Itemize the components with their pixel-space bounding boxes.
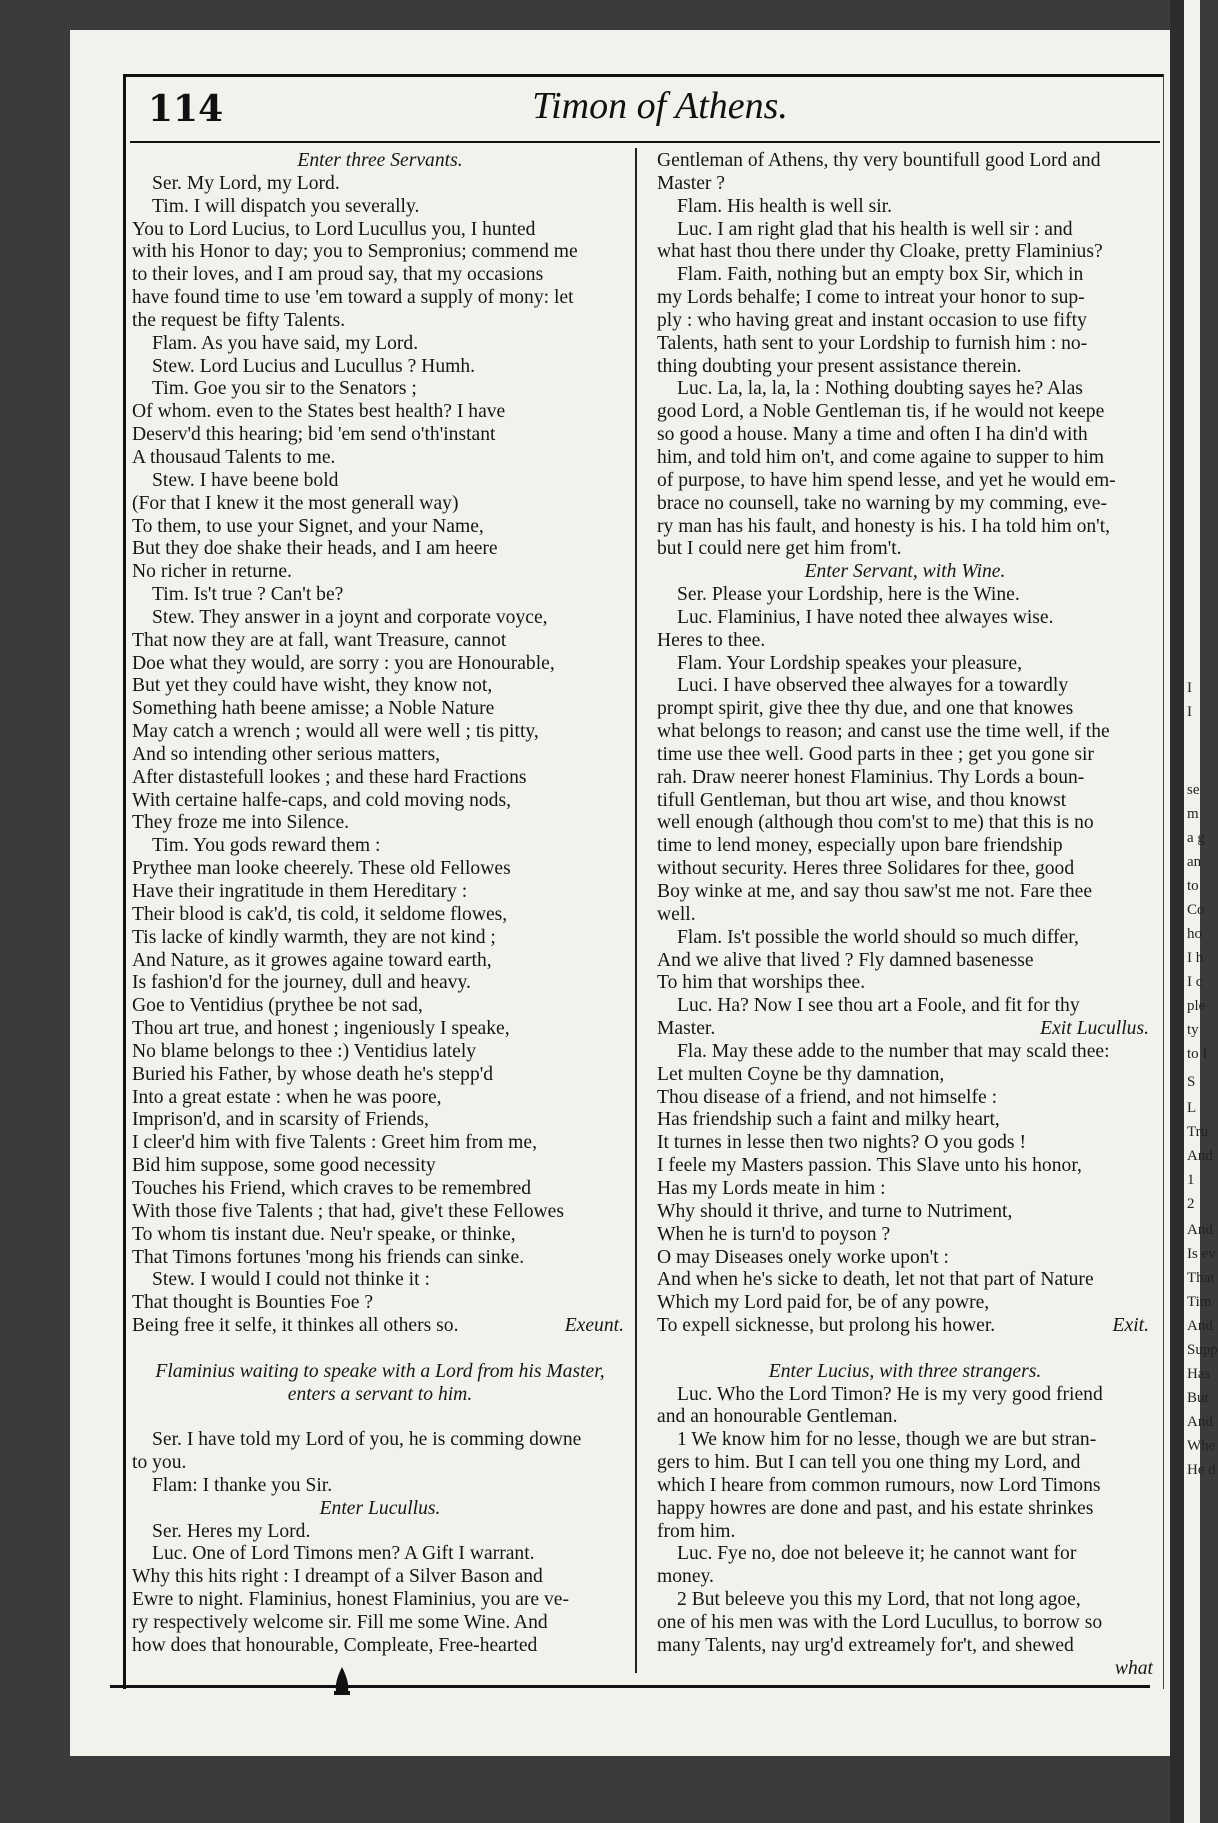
verse-line: That thought is Bounties Foe ? [132, 1292, 374, 1314]
verse-line: O may Diseases onely worke upon't : [657, 1246, 949, 1268]
verse-line: Let multen Coyne be thy damnation, [657, 1063, 945, 1085]
verse-line: my Lords behalfe; I come to intreat your honor to sup- [657, 287, 1085, 309]
verse-line: Deserv'd this hearing; bid 'em send o'th'instant [132, 424, 496, 446]
verse-line: Which my Lord paid for, be of any powre, [657, 1292, 990, 1314]
edge-text-fragment: ty [1187, 1022, 1199, 1038]
edge-text-fragment: Is ev [1187, 1246, 1216, 1262]
verse-line: A thousaud Talents to me. [132, 446, 336, 468]
edge-text-fragment: He d [1187, 1462, 1216, 1478]
line-text: Master. [657, 1018, 716, 1040]
speech-line: Flam. His health is well sir. [677, 195, 892, 217]
verse-line: Touches his Friend, which craves to be remembred [132, 1177, 532, 1199]
speech-line: Flam. Faith, nothing but an empty box Sir, which in [677, 264, 1084, 286]
edge-text-fragment: L [1187, 1100, 1197, 1116]
edge-text-fragment: And [1187, 1318, 1213, 1334]
verse-line: I cleer'd him with five Talents : Greet him from me, [132, 1132, 537, 1154]
verse-line: Of whom. even to the States best health? I have [132, 401, 506, 423]
edge-text-fragment: I c [1187, 974, 1203, 990]
gutter-shadow [1170, 0, 1184, 1823]
speech-line: Luci. I have observed thee alwayes for a towardly [677, 675, 1069, 697]
verse-line: have found time to use 'em toward a supply of mony: let [132, 287, 574, 309]
exit-direction: Exeunt. [564, 1315, 624, 1337]
speech-line: Ser. I have told my Lord of you, he is comming downe [152, 1429, 582, 1451]
verse-line: Thou disease of a friend, and not himselfe : [657, 1086, 998, 1108]
stage-direction: Enter Servant, with Wine. [804, 561, 1006, 583]
verse-line: of purpose, to have him spend lesse, and yet he would em- [657, 469, 1116, 491]
verse-line: No blame belongs to thee :) Ventidius lately [132, 1040, 477, 1062]
verse-line: That Timons fortunes 'mong his friends can sinke. [132, 1246, 525, 1268]
verse-line: time use thee well. Good parts in thee ; get you gone sir [657, 743, 1094, 765]
verse-line: ply : who having great and instant occasion to use fifty [657, 309, 1087, 331]
verse-line: Something hath beene amisse; a Noble Nature [132, 698, 495, 720]
speech-line: 2 But beleeve you this my Lord, that not long agoe, [677, 1589, 1081, 1611]
verse-line: money. [657, 1566, 714, 1588]
verse-line: Talents, hath sent to your Lordship to furnish him : no- [657, 332, 1088, 354]
speech-line: Flam: I thanke you Sir. [152, 1474, 333, 1496]
column-divider [635, 148, 637, 1673]
speech-line: Stew. I would I could not thinke it : [152, 1269, 430, 1291]
page-number: 114 [148, 88, 224, 130]
verse-line: the request be fifty Talents. [132, 309, 346, 331]
verse-line: I feele my Masters passion. This Slave unto his honor, [657, 1155, 1082, 1177]
left-column [132, 150, 628, 1658]
verse-line [657, 1315, 1153, 1338]
stage-direction: enters a servant to him. [287, 1383, 473, 1405]
verse-line: ry man has his fault, and honesty is his. I ha told him on't, [657, 515, 1111, 537]
edge-text-fragment: m [1187, 806, 1199, 822]
edge-text-fragment: 2 [1187, 1196, 1195, 1212]
verse-line: him, and told him on't, and come againe to supper to him [657, 446, 1105, 468]
verse-line: which I heare from common rumours, now Lord Timons [657, 1474, 1101, 1496]
edge-text-fragment: Whe [1187, 1438, 1216, 1454]
verse-line: so good a house. Many a time and often I ha din'd with [657, 424, 1088, 446]
speech-line: Ser. Heres my Lord. [152, 1520, 311, 1542]
verse-line: Why this hits right : I dreampt of a Silver Bason and [132, 1566, 543, 1588]
verse-line: When he is turn'd to poyson ? [657, 1223, 891, 1245]
speech-line: Ser. My Lord, my Lord. [152, 172, 340, 194]
speech-line: Flam. Is't possible the world should so much differ, [677, 926, 1079, 948]
speech-line: Tim. Is't true ? Can't be? [152, 584, 344, 606]
speech-line: Ser. Please your Lordship, here is the Wine. [677, 584, 1020, 606]
verse-line: Bid him suppose, some good necessity [132, 1155, 436, 1177]
edge-text-fragment: 1 [1187, 1172, 1195, 1188]
verse-line: time to lend money, especially upon bare friendship [657, 835, 1063, 857]
speech-line: 1 We know him for no lesse, though we are but stran- [677, 1429, 1097, 1451]
edge-text-fragment: And [1187, 1148, 1213, 1164]
verse-line: Into a great estate : when he was poore, [132, 1086, 442, 1108]
edge-text-fragment: That [1187, 1270, 1215, 1286]
verse-line: With certaine halfe-caps, and cold moving nods, [132, 789, 511, 811]
verse-line: May catch a wrench ; would all were well ; tis pitty, [132, 721, 539, 743]
edge-text-fragment: I [1187, 704, 1192, 720]
right-column [657, 150, 1153, 1681]
running-title: Timon of Athens. [532, 85, 788, 127]
verse-line: but I could nere get him from't. [657, 538, 902, 560]
speech-line: Luc. One of Lord Timons men? A Gift I warrant. [152, 1543, 535, 1565]
verse-line: But yet they could have wisht, they know not, [132, 675, 493, 697]
verse-line: what belongs to reason; and canst use the time well, if the [657, 721, 1110, 743]
verse-line: from him. [657, 1520, 736, 1542]
verse-line: They froze me into Silence. [132, 812, 350, 834]
verse-line: Gentleman of Athens, thy very bountifull good Lord and [657, 150, 1101, 171]
exit-direction: Exit Lucullus. [1040, 1018, 1149, 1040]
verse-line: It turnes in lesse then two nights? O you gods ! [657, 1132, 1026, 1154]
verse-line: without security. Heres three Solidares for thee, good [657, 858, 1075, 880]
verse-line: ry respectively welcome sir. Fill me some Wine. And [132, 1612, 548, 1633]
verse-line: what hast thou there under thy Cloake, pretty Flaminius? [657, 241, 1103, 263]
edge-text-fragment: Tim [1187, 1294, 1212, 1310]
verse-line: And when he's sicke to death, let not that part of Nature [657, 1269, 1094, 1291]
verse-line: good Lord, a Noble Gentleman tis, if he would not keepe [657, 401, 1105, 423]
edge-text-fragment: And [1187, 1414, 1213, 1430]
speech-line: Luc. Fye no, doe not beleeve it; he cannot want for [677, 1543, 1077, 1565]
verse-line: Has my Lords meate in him : [657, 1177, 886, 1199]
line-text: Being free it selfe, it thinkes all others so. [132, 1315, 459, 1337]
edge-text-fragment: ho [1187, 926, 1202, 942]
edge-text-fragment: Co [1187, 902, 1205, 918]
verse-line: Imprison'd, and in scarsity of Friends, [132, 1109, 429, 1131]
page-frame-bottom [110, 1685, 1150, 1688]
verse-line: Heres to thee. [657, 629, 766, 651]
edge-text-fragment: Supp [1187, 1342, 1218, 1358]
catchword: what [1114, 1657, 1153, 1679]
verse-line: Prythee man looke cheerely. These old Fellowes [132, 858, 511, 880]
verse-line: gers to him. But I can tell you one thing my Lord, and [657, 1452, 1081, 1474]
verse-line: You to Lord Lucius, to Lord Lucullus you, I hunted [132, 218, 536, 240]
verse-line: and an honourable Gentleman. [657, 1406, 898, 1428]
edge-text-fragment: to [1187, 878, 1199, 894]
speech-line: Tim. Goe you sir to the Senators ; [152, 378, 417, 400]
speech-line: Stew. I have beene bold [152, 469, 339, 491]
speech-line: Luc. Who the Lord Timon? He is my very good friend [677, 1383, 1103, 1405]
edge-text-fragment: ple [1187, 998, 1206, 1014]
verse-line: happy howres are done and past, and his estate shrinkes [657, 1497, 1094, 1519]
speech-line: Stew. They answer in a joynt and corporate voyce, [152, 606, 548, 628]
exit-direction: Exit. [1112, 1315, 1149, 1337]
edge-text-fragment: But [1187, 1390, 1209, 1406]
edge-text-fragment: I [1187, 680, 1192, 696]
verse-line: Doe what they would, are sorry : you are Honourable, [132, 652, 555, 674]
verse-line: But they doe shake their heads, and I am heere [132, 538, 498, 560]
verse-line: Has friendship such a faint and milky heart, [657, 1109, 1000, 1131]
verse-line: To him that worships thee. [657, 972, 866, 994]
header-rule [130, 141, 1160, 143]
verse-line: Is fashion'd for the journey, dull and heavy. [132, 972, 471, 994]
spacer [657, 1338, 1153, 1361]
speech-line: Flam. Your Lordship speakes your pleasure, [677, 652, 1023, 674]
verse-line: Why should it thrive, and turne to Nutriment, [657, 1200, 1013, 1222]
verse-line: to their loves, and I am proud say, that my occasions [132, 264, 544, 286]
verse-line: Thou art true, and honest ; ingeniously I speake, [132, 1018, 510, 1040]
verse-line: with his Honor to day; you to Sempronius; commend me [132, 241, 578, 263]
verse-line: Tis lacke of kindly warmth, they are not kind ; [132, 926, 496, 948]
edge-text-fragment: an [1187, 854, 1202, 870]
verse-line: brace no counsell, take no warning by my comming, eve- [657, 492, 1107, 514]
edge-text-fragment: Tru [1187, 1124, 1209, 1140]
verse-line [132, 1315, 628, 1338]
speech-line: Flam. As you have said, my Lord. [152, 332, 419, 354]
verse-line: how does that honourable, Compleate, Free-hearted [132, 1634, 538, 1656]
verse-line: After distastefull lookes ; and these hard Fractions [132, 766, 527, 788]
edge-text-fragment: Has [1187, 1366, 1211, 1382]
stage-direction: Enter Lucius, with three strangers. [768, 1360, 1042, 1382]
verse-line: Boy winke at me, and say thou saw'st me not. Fare thee [657, 881, 1093, 902]
verse-line: many Talents, nay urg'd extreamely for't, and shewed [657, 1634, 1074, 1656]
spacer [132, 1406, 628, 1429]
speech-line: Luc. I am right glad that his health is well sir : and [677, 218, 1073, 240]
verse-line: And so intending other serious matters, [132, 743, 441, 765]
verse-line: tifull Gentleman, but thou art wise, and thou knowst [657, 789, 1067, 811]
spacer [132, 1338, 628, 1361]
speech-line: Stew. Lord Lucius and Lucullus ? Humh. [152, 355, 476, 377]
fleuron-icon [333, 1667, 351, 1697]
verse-line: No richer in returne. [132, 561, 292, 583]
edge-text-fragment: I h [1187, 950, 1204, 966]
edge-text-fragment: a g [1187, 830, 1205, 846]
line-text: To expell sicknesse, but prolong his hower. [657, 1315, 996, 1337]
facing-page-edge [1170, 0, 1218, 1823]
verse-line [657, 1018, 1153, 1041]
verse-line: to you. [132, 1452, 187, 1474]
verse-line: Have their ingratitude in them Hereditary : [132, 881, 468, 902]
edge-text-fragment: to I [1187, 1046, 1208, 1062]
verse-line: Their blood is cak'd, tis cold, it seldome flowes, [132, 903, 508, 925]
verse-line: well enough (although thou com'st to me) that this is no [657, 812, 1094, 834]
verse-line: (For that I knew it the most generall way) [132, 492, 459, 514]
speech-line: Tim. I will dispatch you severally. [152, 195, 420, 217]
speech-line: Fla. May these adde to the number that may scald thee: [677, 1040, 1110, 1062]
verse-line: And Nature, as it growes againe toward earth, [132, 949, 492, 971]
stage-direction: Enter Lucullus. [319, 1497, 441, 1519]
verse-line: With those five Talents ; that had, give't these Fellowes [132, 1200, 564, 1222]
verse-line: one of his men was with the Lord Lucullus, to borrow so [657, 1612, 1103, 1633]
stage-direction: Enter three Servants. [297, 150, 463, 171]
verse-line: prompt spirit, give thee thy due, and one that knowes [657, 698, 1074, 720]
edge-text-fragment: And [1187, 1222, 1213, 1238]
edge-text-fragment: se [1187, 782, 1200, 798]
verse-line: thing doubting your present assistance therein. [657, 355, 1022, 377]
verse-line: Master ? [657, 172, 726, 194]
edge-text-fragment: S [1187, 1074, 1196, 1090]
verse-line: Ewre to night. Flaminius, honest Flaminius, you are ve- [132, 1589, 569, 1611]
verse-line: rah. Draw neerer honest Flaminius. Thy Lords a boun- [657, 766, 1085, 788]
verse-line: To them, to use your Signet, and your Name, [132, 515, 484, 537]
stage-direction: Flaminius waiting to speake with a Lord from his Master, [155, 1360, 605, 1382]
verse-line: well. [657, 903, 696, 925]
verse-line: Goe to Ventidius (prythee be not sad, [132, 995, 423, 1017]
verse-line: Buried his Father, by whose death he's stepp'd [132, 1063, 494, 1085]
speech-line: Luc. Ha? Now I see thou art a Foole, and fit for thy [677, 995, 1080, 1017]
speech-line: Luc. Flaminius, I have noted thee alwayes wise. [677, 606, 1054, 628]
verse-line: To whom tis instant due. Neu'r speake, or thinke, [132, 1223, 516, 1245]
verse-line: And we alive that lived ? Fly damned basenesse [657, 949, 1034, 971]
speech-line: Tim. You gods reward them : [152, 835, 381, 857]
speech-line: Luc. La, la, la, la : Nothing doubting sayes he? Alas [677, 378, 1083, 400]
verse-line: That now they are at fall, want Treasure, cannot [132, 629, 507, 651]
